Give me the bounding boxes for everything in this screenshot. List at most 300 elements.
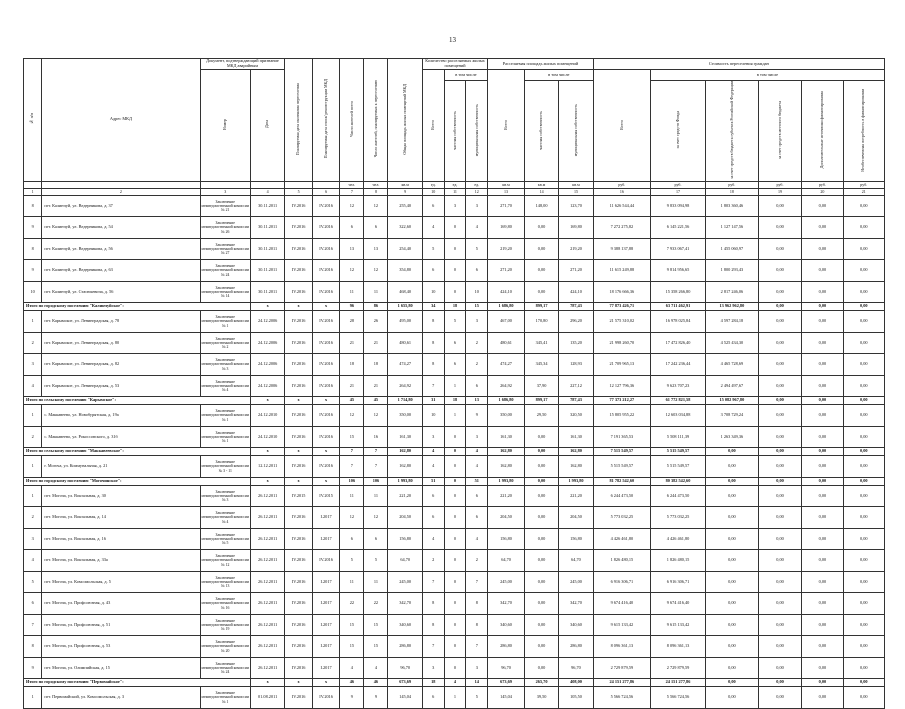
data-cell: 9 — [466, 405, 488, 427]
data-cell: 0,00 — [802, 571, 843, 593]
data-cell: 12 — [364, 195, 388, 217]
data-cell: 9 623 707,23 — [651, 375, 706, 397]
header-rooms-group: Количество расселяемых жилых помещений — [422, 59, 487, 70]
data-cell: 0 — [444, 217, 466, 239]
data-cell: 0,00 — [843, 485, 884, 507]
total-cell: x — [312, 477, 340, 485]
total-cell: 4 — [444, 679, 466, 687]
header-area-private: частная собственность — [524, 81, 558, 182]
data-cell: 5 — [340, 550, 364, 572]
data-cell: 286,80 — [488, 636, 525, 658]
data-cell: 16 978 025,84 — [651, 311, 706, 333]
address-cell: пгт. Могоча, ул. Комсомольская, д. 5 — [42, 571, 200, 593]
data-cell: 2 494 497,67 — [706, 375, 759, 397]
data-cell: 4 — [422, 217, 444, 239]
data-cell: 0,00 — [802, 456, 843, 478]
data-cell: 8 — [24, 238, 42, 260]
address-cell: пгт. Могоча, ул. Профсоюзная, д. 43 — [42, 593, 200, 615]
data-cell: 204,50 — [488, 507, 525, 529]
header-address: Адрес МКД — [42, 59, 200, 182]
data-cell: 6 916 306,71 — [651, 571, 706, 593]
data-cell: IV.2016 — [285, 614, 313, 636]
data-cell: 0 — [444, 426, 466, 448]
data-cell: 145,04 — [488, 687, 525, 709]
address-cell: пгт. Карымское, ул. Ленинградская, д. 80 — [42, 332, 200, 354]
data-cell: 5 566 724,56 — [593, 687, 650, 709]
data-cell: 5 — [24, 571, 42, 593]
data-cell: IV.2016 — [285, 571, 313, 593]
data-cell: IV.2016 — [312, 354, 340, 376]
header-rooms-private: частная собственность — [444, 81, 466, 182]
data-cell: IV.2016 — [285, 405, 313, 427]
unit-cell: кв.м — [388, 181, 422, 188]
data-cell: I.2017 — [312, 636, 340, 658]
data-cell: 7 — [422, 571, 444, 593]
total-row — [24, 448, 885, 456]
total-cell: 46 — [364, 679, 388, 687]
data-cell: 9 388 137,88 — [593, 238, 650, 260]
data-cell: 30.11.2011 — [250, 217, 284, 239]
data-cell: 1 826 480,15 — [651, 550, 706, 572]
total-cell: 51 — [422, 477, 444, 485]
data-cell: 0,00 — [524, 456, 558, 478]
data-cell: 3 — [24, 354, 42, 376]
data-cell: 264,92 — [388, 375, 422, 397]
data-cell: 1 800 293,43 — [706, 260, 759, 282]
header-plan-demolish: Планируемая дата сноса/ реконструкции МКД — [312, 59, 340, 182]
total-cell: 0,00 — [758, 397, 802, 405]
data-cell: IV.2016 — [312, 405, 340, 427]
data-cell: IV.2016 — [312, 311, 340, 333]
data-cell: IV.2016 — [285, 260, 313, 282]
data-cell: 0,00 — [758, 426, 802, 448]
data-cell: 0,00 — [524, 593, 558, 615]
data-cell: 0,00 — [706, 571, 759, 593]
data-cell: 5 515 549,57 — [651, 456, 706, 478]
data-cell: 0 — [444, 238, 466, 260]
address-cell: пгт. Первомайский, ул. Комсомольская, д. 3 — [42, 687, 200, 709]
data-cell: 2 817 246,06 — [706, 281, 759, 303]
header-rooms-municipal: муниципальная собственность — [466, 81, 488, 182]
column-number-cell: 3 — [200, 188, 250, 195]
data-cell: IV.2016 — [285, 456, 313, 478]
data-cell: 0 — [444, 485, 466, 507]
data-cell: IV.2016 — [285, 426, 313, 448]
data-cell: 0,00 — [706, 636, 759, 658]
data-cell: 28 — [340, 311, 364, 333]
data-cell: 474,27 — [388, 354, 422, 376]
total-cell: 162,80 — [488, 448, 525, 456]
data-cell: 0,00 — [758, 260, 802, 282]
data-cell: 8 — [24, 195, 42, 217]
table-row — [24, 405, 885, 427]
data-cell: 345,34 — [524, 354, 558, 376]
data-cell: 3 — [24, 528, 42, 550]
data-cell: 18 — [364, 354, 388, 376]
data-cell: 2 — [24, 332, 42, 354]
document-cell: Заключение межведомственной комиссии № 20 — [200, 636, 250, 658]
header-doc-number: Номер — [200, 70, 250, 182]
total-cell: 1 993,80 — [488, 477, 525, 485]
table-row — [24, 485, 885, 507]
data-cell: 4 — [466, 456, 488, 478]
data-cell: 4 — [422, 456, 444, 478]
data-cell: 30.11.2011 — [250, 238, 284, 260]
table-row — [24, 281, 885, 303]
data-cell: 3 708 729,24 — [706, 405, 759, 427]
data-cell: 0,00 — [843, 195, 884, 217]
address-cell: пгт. Могоча, ул. Профсоюзная, д. 51 — [42, 614, 200, 636]
column-number-cell: 10 — [422, 188, 444, 195]
data-cell: IV.2016 — [285, 593, 313, 615]
data-cell: 22 — [340, 593, 364, 615]
data-cell: 18 — [340, 354, 364, 376]
data-cell: 10 — [24, 281, 42, 303]
data-cell: 15 — [340, 426, 364, 448]
header-cost-unfunded: Необеспеченная потребность в финансировании — [843, 81, 884, 182]
document-cell: Заключение межведомственной комиссии № 21 — [200, 195, 250, 217]
data-cell: 1 — [24, 405, 42, 427]
data-cell: 12.12.2011 — [250, 456, 284, 478]
data-cell: 0 — [444, 571, 466, 593]
data-cell: IV.2016 — [312, 217, 340, 239]
total-cell: 673,69 — [488, 679, 525, 687]
data-cell: 0,00 — [843, 405, 884, 427]
total-cell: 15 — [466, 303, 488, 311]
data-cell: IV.2016 — [285, 354, 313, 376]
data-cell: 30.11.2011 — [250, 195, 284, 217]
table-row — [24, 550, 885, 572]
unit-cell — [250, 181, 284, 188]
data-cell: 17 242 236,44 — [651, 354, 706, 376]
data-cell: 2 — [422, 550, 444, 572]
table-row — [24, 260, 885, 282]
address-cell: пгт. Могоча, ул. Вокзальная, д. 16 — [42, 528, 200, 550]
data-cell: 01.08.2011 — [250, 687, 284, 709]
column-number-cell: 9 — [388, 188, 422, 195]
total-cell: x — [312, 397, 340, 405]
address-cell: пгт. Калинчуй, ул. Стасюкевича, д. 56 — [42, 281, 200, 303]
header-area-incl: в том числе — [524, 70, 593, 81]
total-cell: 0,00 — [843, 679, 884, 687]
total-cell: 1 993,80 — [559, 477, 593, 485]
data-cell: 1 — [24, 456, 42, 478]
total-cell: x — [250, 397, 284, 405]
unit-cell: руб. — [758, 181, 802, 188]
table-row — [24, 528, 885, 550]
data-cell: 0 — [444, 260, 466, 282]
data-cell: 13 — [340, 238, 364, 260]
data-cell: 6 — [466, 485, 488, 507]
data-cell: 340,60 — [388, 614, 422, 636]
header-cost-total: Всего — [593, 70, 650, 182]
data-cell: 0 — [444, 528, 466, 550]
data-cell: 6 — [340, 528, 364, 550]
unit-cell: руб. — [802, 181, 843, 188]
data-cell: 64,70 — [488, 550, 525, 572]
data-cell: 26 — [364, 311, 388, 333]
total-cell: 1 686,80 — [488, 303, 525, 311]
data-cell: 12 — [364, 405, 388, 427]
unit-cell — [285, 181, 313, 188]
total-cell: 24 151 277,86 — [651, 679, 706, 687]
column-number-cell: 5 — [285, 188, 313, 195]
total-cell: 7 — [364, 448, 388, 456]
total-row — [24, 477, 885, 485]
total-cell: x — [285, 397, 313, 405]
data-cell: 8 — [466, 593, 488, 615]
data-cell: 26.12.2011 — [250, 636, 284, 658]
data-cell: IV.2016 — [285, 281, 313, 303]
data-cell: 0,00 — [802, 426, 843, 448]
total-cell: 86 — [364, 303, 388, 311]
data-cell: 8 — [422, 614, 444, 636]
data-cell: 6 — [466, 375, 488, 397]
data-cell: 8 — [422, 311, 444, 333]
data-cell: 480,61 — [388, 332, 422, 354]
total-label: Итого по сельскому поселению "Маккавеевское": — [24, 448, 251, 456]
data-cell: 2 — [24, 426, 42, 448]
data-cell: IV.2016 — [312, 195, 340, 217]
document-cell: Заключение межведомственной комиссии № 2 — [200, 332, 250, 354]
data-cell: 9 — [24, 217, 42, 239]
data-cell: 219,20 — [559, 238, 593, 260]
data-cell: IV.2016 — [285, 507, 313, 529]
total-cell: 0 — [444, 448, 466, 456]
data-cell: 0,00 — [843, 614, 884, 636]
total-cell: 45 — [364, 397, 388, 405]
unit-cell: руб. — [843, 181, 884, 188]
total-cell: 899,17 — [524, 397, 558, 405]
data-cell: 0,00 — [524, 571, 558, 593]
total-label: Итого по городскому поселению "Калинчуйское": — [24, 303, 251, 311]
data-cell: 4 — [364, 657, 388, 679]
data-cell: 5 773 032,25 — [593, 507, 650, 529]
data-cell: 0,00 — [524, 528, 558, 550]
total-label: Итого по сельскому поселению "Карымское": — [24, 397, 251, 405]
unit-cell: руб. — [706, 181, 759, 188]
total-cell: 0,00 — [802, 477, 843, 485]
total-cell: 106 — [340, 477, 364, 485]
data-cell: 0,00 — [843, 260, 884, 282]
total-cell: 96 — [340, 303, 364, 311]
data-cell: 30.11.2011 — [250, 260, 284, 282]
data-cell: 4 — [466, 528, 488, 550]
data-cell: 7 — [466, 636, 488, 658]
data-cell: 11 — [340, 571, 364, 593]
data-cell: 271,20 — [559, 260, 593, 282]
column-number-cell: 1 — [24, 188, 42, 195]
total-cell: x — [285, 477, 313, 485]
data-cell: 26.12.2011 — [250, 657, 284, 679]
data-cell: 162,80 — [488, 456, 525, 478]
document-cell: Заключение межведомственной комиссии № 13 — [200, 571, 250, 593]
data-cell: 12 — [340, 260, 364, 282]
unit-cell: руб. — [593, 181, 650, 188]
data-cell: 0,00 — [802, 636, 843, 658]
data-cell: 6 244 473,50 — [651, 485, 706, 507]
data-cell: 0,00 — [758, 375, 802, 397]
document-cell: Заключение межведомственной комиссии № 1 — [200, 426, 250, 448]
data-cell: IV.2016 — [285, 238, 313, 260]
total-cell: x — [250, 303, 284, 311]
data-cell: 0,00 — [758, 550, 802, 572]
data-cell: 30.11.2011 — [250, 281, 284, 303]
total-cell: x — [312, 679, 340, 687]
data-cell: 0,00 — [758, 281, 802, 303]
data-cell: 5 515 549,57 — [593, 456, 650, 478]
data-cell: 21 709 965,13 — [593, 354, 650, 376]
total-cell: 7 515 549,57 — [593, 448, 650, 456]
header-area-total: Общая площадь жилых помещений МКД — [388, 59, 422, 182]
data-cell: 6 — [466, 507, 488, 529]
data-cell: 135,20 — [559, 332, 593, 354]
data-cell: 474,27 — [488, 354, 525, 376]
data-cell: 0,00 — [843, 636, 884, 658]
data-cell: 227,12 — [559, 375, 593, 397]
data-cell: 8 — [24, 636, 42, 658]
data-cell: 0,00 — [758, 195, 802, 217]
data-cell: 0,00 — [843, 507, 884, 529]
total-cell: 15 082 967,80 — [706, 397, 759, 405]
total-cell: 45 — [340, 397, 364, 405]
data-cell: 21 — [340, 375, 364, 397]
unit-cell: ед. — [422, 181, 444, 188]
data-cell: 6 — [422, 485, 444, 507]
column-number-cell: 19 — [758, 188, 802, 195]
data-cell: 0,00 — [758, 614, 802, 636]
total-cell: x — [285, 303, 313, 311]
data-cell: 7 — [340, 456, 364, 478]
data-cell: 12 603 034,88 — [651, 405, 706, 427]
table-row — [24, 507, 885, 529]
total-cell: 787,43 — [559, 303, 593, 311]
data-cell: 0,00 — [802, 332, 843, 354]
data-cell: 245,00 — [388, 571, 422, 593]
data-cell: 0,00 — [758, 507, 802, 529]
total-cell: 673,69 — [388, 679, 422, 687]
data-cell: 9 833 094,98 — [651, 195, 706, 217]
total-row — [24, 679, 885, 687]
data-cell: IV.2016 — [312, 375, 340, 397]
data-cell: 1 — [24, 485, 42, 507]
document-cell: Заключение межведомственной комиссии № 1 — [200, 405, 250, 427]
data-cell: 0,00 — [524, 217, 558, 239]
data-cell: 13 — [364, 238, 388, 260]
header-cost-group: Стоимость переселения граждан — [593, 59, 884, 70]
data-cell: 342,70 — [559, 593, 593, 615]
column-number-cell: 11 — [444, 188, 466, 195]
data-cell: 11 — [340, 485, 364, 507]
data-cell: 0,00 — [802, 311, 843, 333]
data-cell: 424,10 — [559, 281, 593, 303]
data-cell: 39,50 — [524, 687, 558, 709]
data-cell: 0,00 — [802, 528, 843, 550]
data-cell: 467,00 — [488, 311, 525, 333]
total-cell: 899,17 — [524, 303, 558, 311]
data-cell: 350,00 — [388, 405, 422, 427]
data-cell: 0,00 — [758, 354, 802, 376]
data-cell: 6 — [444, 354, 466, 376]
address-cell: пгт. Калинчуй, ул. Ведерникова, д. 63 — [42, 260, 200, 282]
data-cell: 0,00 — [524, 238, 558, 260]
data-cell: 9 — [24, 657, 42, 679]
data-cell: 64,70 — [559, 550, 593, 572]
data-cell: 221,20 — [488, 485, 525, 507]
total-cell: 18 — [444, 397, 466, 405]
data-cell: 6 — [340, 217, 364, 239]
data-cell: IV.2015 — [312, 485, 340, 507]
column-number-cell: 15 — [559, 188, 593, 195]
data-cell: 0,00 — [802, 375, 843, 397]
address-cell: г. Могоча, ул. Коммунальная, д. 21 — [42, 456, 200, 478]
table-row — [24, 354, 885, 376]
resettlement-table-sheet — [23, 58, 885, 709]
data-cell: 0,00 — [843, 687, 884, 709]
total-cell: 4 — [422, 448, 444, 456]
data-cell: 1 — [444, 405, 466, 427]
header-doc-group: Документ, подтверждающий признание МКД аварийным — [200, 59, 285, 70]
data-cell: 161,30 — [388, 426, 422, 448]
data-cell: 24.12.2006 — [250, 354, 284, 376]
data-cell: 3 — [466, 657, 488, 679]
data-cell: 15 — [364, 614, 388, 636]
header-area-all: Всего — [488, 70, 525, 182]
data-cell: 156,80 — [488, 528, 525, 550]
data-cell: 0,00 — [706, 485, 759, 507]
data-cell: 340,60 — [488, 614, 525, 636]
data-cell: 145,04 — [388, 687, 422, 709]
data-cell: 0,00 — [706, 687, 759, 709]
document-cell: Заключение межведомственной комиссии № 1 — [200, 311, 250, 333]
data-cell: 0,00 — [802, 238, 843, 260]
data-cell: 0,00 — [802, 507, 843, 529]
data-cell: 3 — [466, 195, 488, 217]
data-cell: IV.2016 — [285, 195, 313, 217]
column-number-cell: 8 — [364, 188, 388, 195]
data-cell: 2 — [466, 550, 488, 572]
document-cell: Заключение межведомственной комиссии № 27 — [200, 238, 250, 260]
total-cell: 18 — [444, 303, 466, 311]
total-cell: 13 962 962,80 — [706, 303, 759, 311]
data-cell: 156,80 — [388, 528, 422, 550]
total-cell: 1 655,80 — [388, 303, 422, 311]
data-cell: 0,00 — [758, 657, 802, 679]
data-cell: 156,80 — [559, 528, 593, 550]
data-cell: 10 — [422, 405, 444, 427]
data-cell: 0,00 — [802, 550, 843, 572]
data-cell: 7 — [364, 456, 388, 478]
data-cell: 1 — [24, 311, 42, 333]
document-cell: Заключение межведомственной комиссии № 24 — [200, 657, 250, 679]
data-cell: 96,70 — [488, 657, 525, 679]
data-cell: 4 465 728,69 — [706, 354, 759, 376]
table-row — [24, 657, 885, 679]
data-cell: 424,10 — [488, 281, 525, 303]
data-cell: 0,00 — [706, 528, 759, 550]
column-number-cell: 6 — [312, 188, 340, 195]
data-cell: 21 — [364, 375, 388, 397]
column-number-cell: 16 — [593, 188, 650, 195]
total-cell: 0,00 — [843, 397, 884, 405]
data-cell: 7 191 365,53 — [593, 426, 650, 448]
header-cost-fund: за счет средств Фонда — [651, 81, 706, 182]
data-cell: 29,50 — [524, 405, 558, 427]
data-cell: 350,00 — [488, 405, 525, 427]
data-cell: 162,80 — [559, 456, 593, 478]
data-cell: IV.2016 — [285, 311, 313, 333]
unit-cell: руб. — [651, 181, 706, 188]
